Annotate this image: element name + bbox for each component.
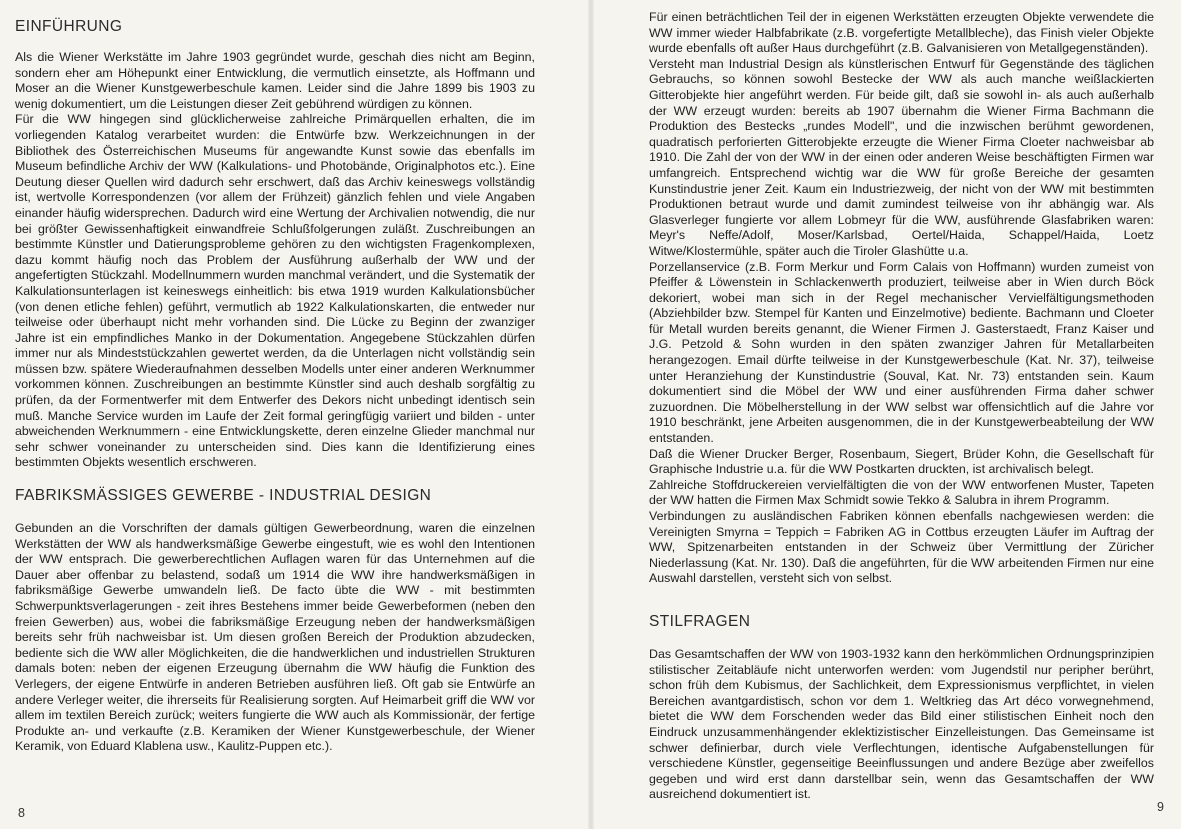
- heading-einfuehrung: EINFÜHRUNG: [15, 18, 123, 35]
- page-number-right: 9: [1157, 800, 1164, 814]
- heading-stilfragen: STILFRAGEN: [649, 612, 751, 630]
- paragraph-einfuehrung-2: Für die WW hingegen sind glücklicherweise zahlreiche Primärquellen erhalten, die im vorliegenden Katalog verarbeitet wurden: die Entwürfe bzw. Werkzeichnungen in der Bibliothek des Österreichischen Museums für angewandte Kunst sowie das ebenfalls im Museum befindliche Archiv der WW (Kalkulations- und Photobände, Originalphotos etc.). Eine Deutung dieser Quellen wird dadurch sehr erschwert, daß das Archiv keineswegs vollständig ist, wertvolle Korrespondenzen (vor allem der Frühzeit) gänzlich fehlen und viele Angaben einander häufig widersprechen. Dadurch wird eine Wertung der Archivalien notwendig, die nur bei größter Gewissenhaftigkeit einwandfreie Schlußfolgerungen zuläßt. Zuschreibungen an bestimmte Künstler und Datierungsprobleme gehören zu den wichtigsten Fragenkomplexen, dazu kommt häufig noch das Problem der Ausführung außerhalb der WW und der angefertigten Stückzahl. Modellnummern wurden manchmal verändert, und die Systematik der Kalkulationsunterlagen ist keineswegs einheitlich: bis etwa 1919 wurden Kalkulationsbücher (von denen etliche fehlen) geführt, vermutlich ab 1922 Kalkulationskarten, die entweder nur teilweise oder überhaupt nicht mehr vorhanden sind. Die Lücke zu Beginn der zwanziger Jahre ist ein empfindliches Manko in der Dokumentation. Angegebene Stückzahlen dürfen immer nur als Mindeststückzahlen gewertet werden, da die Unterlagen nicht vollständig sein müssen bzw. spätere Wiederaufnahmen desselben Modells unter einer anderen Werknummer vorkommen können. Zuschreibungen an bestimmte Künstler sind auch deshalb sorgfältig zu prüfen, da der Formentwerfer mit dem Entwerfer des Dekors nicht unbedingt identisch sein muß. Manche Service wurden im Laufe der Zeit formal geringfügig variiert und bilden - unter abweichenden Werknummern - eine Entwicklungskette, deren einzelne Glieder manchmal nur sehr schwer voneinander zu unterscheiden sind. Dies kann die Identifizierung eines bestimmten Objekts wesentlich erschweren.: [15, 112, 535, 470]
- left-text-column: [15, 18, 535, 755]
- paragraph-fabrik-cont-3: Porzellanservice (z.B. Form Merkur und Form Calais von Hoffmann) wurden zumeist von Pfeiffer & Löwenstein in Schlackenwerth produziert, teilweise aber in Wien durch Böck dekoriert, wobei man sich in der Regel mechanischer Vervielfältigungsmethoden (Abziehbilder bzw. Stempel für Kanten und Einzelmotive) bediente. Bachmann und Cloeter für Metall wurden bereits genannt, die Wiener Firmen J. Gasterstaedt, Franz Kaiser und J.G. Petzold & Sohn wurden in den späten zwanziger Jahren für Metallarbeiten herangezogen. Email dürfte teilweise in der Kunstgewerbeschule (Kat. Nr. 37), teilweise unter Heranziehung der Kunstindustrie (Souval, Kat. Nr. 73) entstanden sein. Kaum dokumentiert sind die Möbel der WW und einer ausführenden Firma daher schwer zuzuordnen. Die Möbelherstellung in der WW selbst war offensichtlich auf die Jahre vor 1910 beschränkt, jene Arbeiten ausgenommen, die in der Kunstgewerbeabteilung der WW entstanden.: [649, 259, 1154, 446]
- paragraph-fabrik-1: Gebunden an die Vorschriften der damals gültigen Gewerbeordnung, waren die einzelnen Werkstätten der WW als handwerksmäßige Gewerbe eingestuft, wie es wohl den Intentionen der WW entsprach. Die gewerberechtlichen Auflagen waren für das Unternehmen auf die Dauer aber offenbar zu belastend, sodaß um 1914 die WW ihre handwerksmäßigen in fabriksmäßige Gewerbe umwandeln ließ. De facto übte die WW - mit bestimmten Schwerpunktsverlagerungen - zeit ihres Bestehens immer beide Gewerbeformen (neben den freien Gewerben) aus, wobei die fabriksmäßige Erzeugung neben der handwerksmäßigen bereits sehr früh nachweisbar ist. Um diesen großen Bereich der Produktion abzudecken, bediente sich die WW aller Möglichkeiten, die die handwerklichen und industriellen Strukturen damals boten: neben der eigenen Erzeugung übernahm die WW häufig die Funktion des Verlegers, der eigene Entwürfe in anderen Betrieben ausführen ließ. Oft gab sie Entwürfe an andere Verleger weiter, die ihrerseits für Realisierung sorgten. Auf Heimarbeit griff die WW vor allem im textilen Bereich zurück; weiters fungierte die WW auch als Kommissionär, der fertige Produkte an- und verkaufte (z.B. Keramiken der Wiener Kunstgewerbeschule, der Wiener Keramik, von Eduard Klablena usw., Kaulitz-Puppen etc.).: [15, 521, 535, 754]
- right-text-column: [649, 10, 1154, 803]
- right-page: [594, 0, 1181, 829]
- paragraph-fabrik-cont-1: Für einen beträchtlichen Teil der in eigenen Werkstätten erzeugten Objekte verwendete die WW immer wieder Halbfabrikate (z.B. vorgefertigte Metallbleche), das Finish vieler Objekte wurde ebenfalls oft außer Haus durchgeführt (z.B. Galvanisieren von Metallgegenständen).: [649, 10, 1154, 56]
- paragraph-fabrik-cont-2: Versteht man Industrial Design als künstlerischen Entwurf für Gegenstände des täglichen Gebrauchs, so können sowohl Bestecke der WW als auch manche weißlackierten Gitterobjekte hier angeführt werden. Für beide gilt, daß sie sowohl in- als auch außerhalb der WW erzeugt wurden: bereits ab 1907 übernahm die Wiener Firma Bachmann die Produktion des Bestecks „rundes Modell", und die inzwischen berühmt gewordenen, quadratisch perforierten Gitterobjekte erzeugte die Wiener Firma Cloeter nachweisbar ab 1910. Die Zahl der von der WW in der einen oder anderen Weise beschäftigten Firmen war umfangreich. Entsprechend wichtig war die WW für große Bereiche der gesamten Kunstindustrie jener Zeit. Kaum ein Industriezweig, der nicht von der WW mit bestimmten Produktionen betraut wurde und damit zumindest teilweise von ihr abhängig war. Als Glasverleger fungierte vor allem Lobmeyr für die WW, ausführende Glasfabriken waren: Meyr's Neffe/Adolf, Moser/Karlsbad, Oertel/Haida, Schappel/Haida, Loetz Witwe/Klostermühle, später auch die Tiroler Glashütte u.a.: [649, 56, 1154, 258]
- heading-fabriksmaessiges-gewerbe: FABRIKSMÄSSIGES GEWERBE - INDUSTRIAL DESIGN: [15, 487, 432, 505]
- page-number-left: 8: [18, 806, 25, 820]
- paragraph-fabrik-cont-6: Verbindungen zu ausländischen Fabriken können ebenfalls nachgewiesen werden: die Vereinigten Smyrna = Teppich = Fabriken AG in Cottbus erzeugten Läufer im Auftrag der WW, Spitzenarbeiten entstanden in der Schweiz über Vermittlung der Züricher Niederlassung (Kat. Nr. 130). Daß die angeführten, für die WW arbeitenden Firmen nur eine Auswahl darstellen, versteht sich von selbst.: [649, 509, 1154, 586]
- paragraph-fabrik-cont-5: Zahlreiche Stoffdruckereien vervielfältigten die von der WW entworfenen Muster, Tapeten der WW hatten die Firmen Max Schmidt sowie Tekko & Salubra in ihrem Programm.: [649, 477, 1154, 508]
- paragraph-einfuehrung-1: Als die Wiener Werkstätte im Jahre 1903 gegründet wurde, geschah dies nicht am Beginn, sondern eher am Höhepunkt einer Entwicklung, die vermutlich einsetzte, als Hoffmann und Moser an die Wiener Kunstgewerbeschule kamen. Leider sind die Jahre 1899 bis 1903 zu wenig dokumentiert, um die Leistungen dieser Zeit gebührend würdigen zu können.: [15, 50, 535, 111]
- left-page: [0, 0, 588, 829]
- paragraph-fabrik-cont-4: Daß die Wiener Drucker Berger, Rosenbaum, Siegert, Brüder Kohn, die Gesellschaft für Graphische Industrie u.a. für die WW Postkarten druckten, ist archivalisch belegt.: [649, 446, 1154, 477]
- paragraph-stil-1: Das Gesamtschaffen der WW von 1903-1932 kann den herkömmlichen Ordnungsprinzipien stilistischer Zeitabläufe nicht unterworfen werden: vom Jugendstil nur peripher berührt, schon früh dem Kubismus, der Sachlichkeit, dem Expressionismus verpflichtet, in vielen Bereichen avantgardistisch, schon vor dem 1. Weltkrieg das Art déco vorwegnehmend, bietet die WW dem Forschenden weder das Bild einer stilistischen Einheit noch den Eindruck unzusammenhängender eklektizistischer Einzelleistungen. Das Gemeinsame ist schwer definierbar, durch viele Verflechtungen, identische Aufgabenstellungen für verschiedene Künstler, gegenseitige Beeinflussungen und andere Bezüge aber zweifellos gegeben und wird erst dann darstellbar sein, wenn das Gesamtschaffen der WW ausreichend dokumentiert ist.: [649, 646, 1154, 802]
